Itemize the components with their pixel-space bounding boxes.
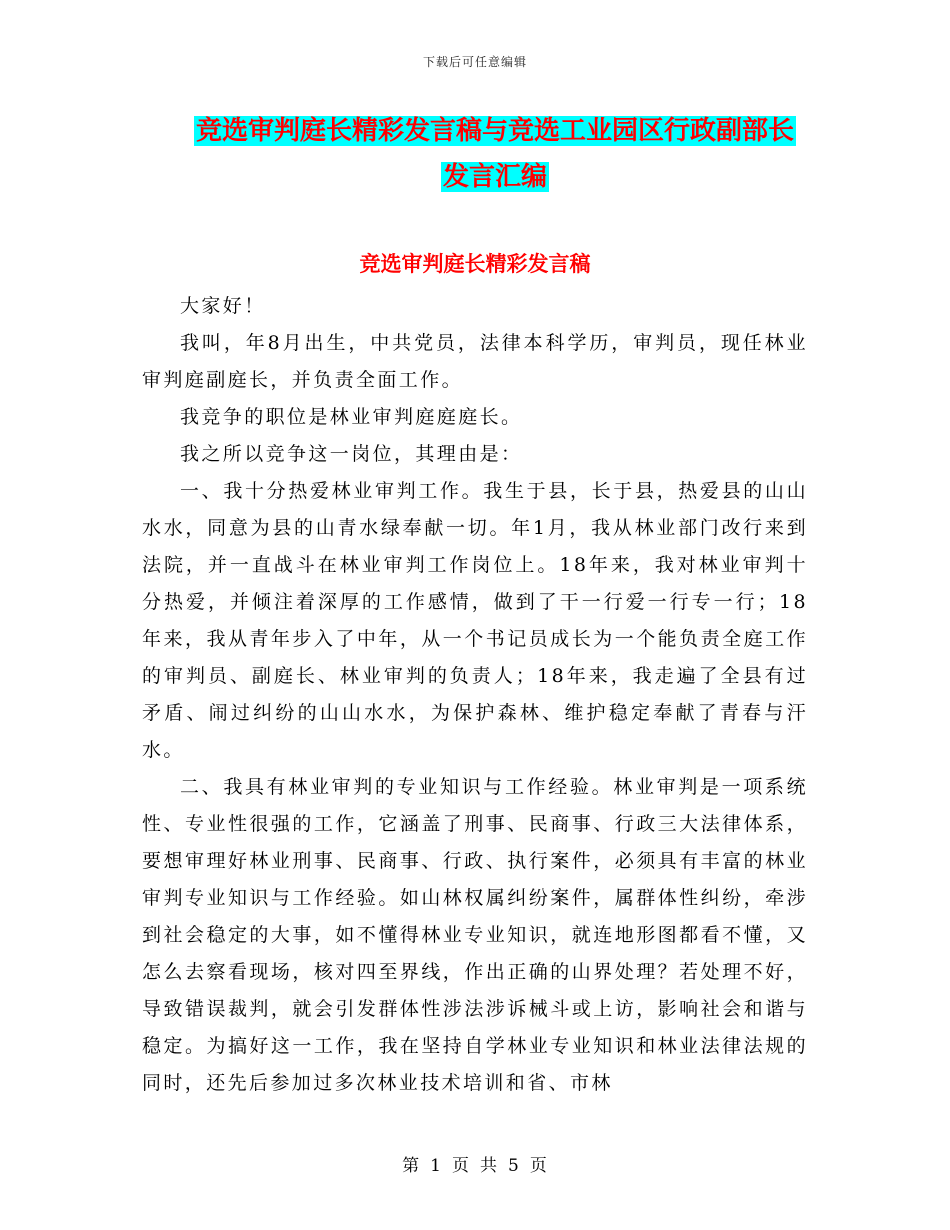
paragraph-position: 我竞争的职位是林业审判庭庭庭长。 <box>180 406 523 428</box>
paragraph-reason-1: 一、我十分热爱林业审判工作。我生于县，长于县，热爱县的山山水水，同意为县的山青水绿奉献一切。年1月，我从林业部门改行来到法院，并一直战斗在林业审判工作岗位上。18年来，我对林业审判十分热爱，并倾注着深厚的工作感情，做到了干一行爱一行专一行；18年来，我从青年步入了中年，从一个书记员成长为一个能负责全庭工作的审判员、副庭长、林业审判的负责人；18年来，我走遍了全县有过矛盾、闹过纠纷的山山水水，为保护森林、维护稳定奉献了青春与汗水。 <box>142 480 808 761</box>
footer-total-prefix: 共 <box>480 1156 498 1176</box>
paragraph-reason-2: 二、我具有林业审判的专业知识与工作经验。林业审判是一项系统性、专业性很强的工作，它涵盖了刑事、民商事、行政三大法律体系，要想审理好林业刑事、民商事、行政、执行案件，必须具有丰富的林业审判专业知识与工作经验。如山林权属纠纷案件，属群体性纠纷，牵涉到社会稳定的大事，如不懂得林业专业知识，就连地形图都看不懂，又怎么去察看现场，核对四至界线，作出正确的山界处理？若处理不好，导致错误裁判，就会引发群体性涉法涉诉械斗或上访，影响社会和谐与稳定。为搞好这一工作，我在坚持自学林业专业知识和林业法律法规的同时，还先后参加过多次林业技术培训和省、市林 <box>142 776 808 1094</box>
footer-page-number: 1 <box>430 1156 442 1176</box>
footer-total-suffix: 页 <box>529 1156 548 1176</box>
title-line-2: 发言汇编 <box>442 162 547 192</box>
footer-total-pages: 5 <box>508 1156 520 1176</box>
footer-page-mid: 页 <box>452 1156 470 1176</box>
title-line-1: 竞选审判庭长精彩发言稿与竞选工业园区行政副部长 <box>195 116 794 146</box>
section-title: 竞选审判庭长精彩发言稿 <box>359 251 591 276</box>
paragraph-intro: 我叫，年8月出生，中共党员，法律本科学历，审判员，现任林业审判庭副庭长，并负责全面工作。 <box>142 332 808 391</box>
header-note: 下载后可任意编辑 <box>422 55 527 69</box>
paragraph-reason-lead: 我之所以竞争这一岗位，其理由是： <box>180 443 523 465</box>
body-text <box>142 288 808 1102</box>
footer-page-prefix: 第 <box>402 1156 421 1176</box>
page-footer <box>0 1151 950 1176</box>
paragraph-greeting: 大家好！ <box>180 295 266 317</box>
document-title <box>150 108 840 200</box>
